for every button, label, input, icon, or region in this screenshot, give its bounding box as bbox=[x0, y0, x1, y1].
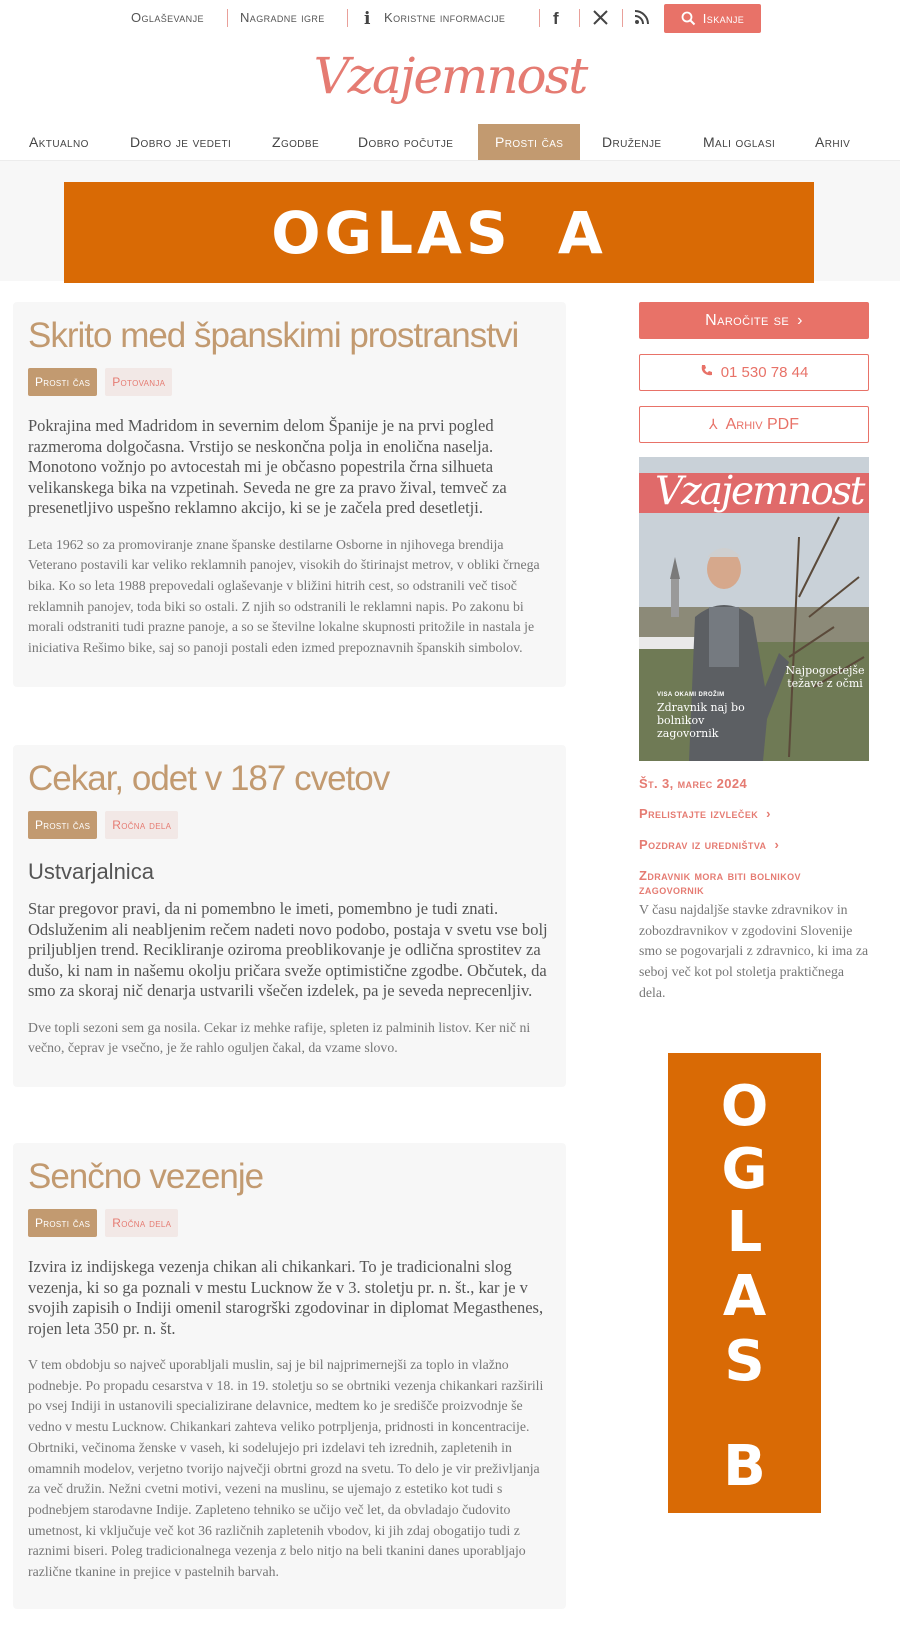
article-title[interactable]: Skrito med španskimi prostranstvi bbox=[28, 316, 519, 355]
site-logo[interactable]: Vzajemnost bbox=[313, 47, 587, 105]
article-subhead: Ustvarjalnica bbox=[28, 859, 154, 884]
chevron-right-icon: › bbox=[797, 311, 803, 329]
cover-kicker: VISA OKAMI DROŽIM bbox=[657, 692, 725, 698]
ad-b-letter: A bbox=[722, 1264, 767, 1329]
tag-potovanja[interactable]: Potovanja bbox=[105, 368, 172, 396]
article-body: Leta 1962 so za promoviranje znane španske destilarne Osborne in njihovega brendija Veterano postavili kar veliko reklamnih panojev, visokih do štirinajst metrov, v obliki črnega bika. Ko so leta 1988 prepovedali oglaševanje v bližini hitrih cest, so odstranili več tisoč reklamnih panojev, toda biki so ostali. Z njih so odstranili le reklamni napis. Po zakonu bi morali odstraniti tudi prazne panoje, a so se številne lokalne skupnosti pritožile in nastala je iniciativa Rešimo bike, saj so panoji postali eden izmed prepoznavnih španskih simbolov. bbox=[28, 536, 540, 656]
preview-link[interactable] bbox=[639, 806, 771, 821]
article-title[interactable]: Senčno vezenje bbox=[28, 1157, 264, 1196]
archive-pdf-label: Arhiv PDF bbox=[725, 415, 799, 433]
article-lead: Star pregovor pravi, da ni pomembno le imeti, pomembno je tudi znati. Odsluženim ali neabljenim rečem nadeti novo podobo, postaja v svetu vse bolj priljubljen trend. Recikliranje oziroma preoblikovanje je odlična sprostitev za dušo, ki nam in našemu okolju pričara sveže optimistične zgodbe. Občutek, da smo za skoraj nič denarja ustvarili všečen izdelek, pa je seveda neprecenljiv. bbox=[28, 899, 548, 1000]
separator bbox=[622, 9, 623, 27]
ad-a-label: OGLAS A bbox=[271, 198, 607, 267]
info-icon: i bbox=[364, 9, 371, 29]
ad-b-letter: L bbox=[726, 1200, 763, 1265]
advertising-link[interactable]: Oglaševanje bbox=[131, 10, 204, 25]
contests-link[interactable]: Nagradne igre bbox=[240, 10, 325, 25]
rss-icon[interactable] bbox=[634, 9, 650, 30]
article-card bbox=[13, 1143, 566, 1609]
ad-b-letter: G bbox=[721, 1137, 768, 1202]
separator bbox=[539, 9, 540, 27]
cover-headline-left: Zdravnik naj bo bolnikov zagovornik bbox=[657, 701, 745, 740]
nav-item-dobro-pocutje[interactable]: Dobro počutje bbox=[358, 134, 454, 150]
ad-banner-b[interactable] bbox=[668, 1053, 821, 1513]
pdf-icon: ⅄ bbox=[709, 416, 718, 432]
nav-item-prosti-cas[interactable]: Prosti čas bbox=[478, 124, 580, 160]
article-body: Dve topli sezoni sem ga nosila. Cekar iz mehke rafije, spleten iz palminih listov. Ker nič ni večno, čeprav je vsečno, je že rahlo oguljen čakal, da vzame slovo. bbox=[28, 1019, 531, 1056]
main-nav bbox=[0, 124, 900, 161]
ad-b-letter: B bbox=[723, 1434, 766, 1499]
feature-text: V času najdaljše stavke zdravnikov in zobozdravnikov v zgodovini Slovenije smo se pogovarjali z zdravnico, ki ima za seboj več kot pol stoletja praktičnega dela. bbox=[639, 902, 869, 1000]
utility-bar bbox=[0, 0, 900, 37]
nav-item-zgodbe[interactable]: Zgodbe bbox=[272, 134, 320, 150]
tag-prosti-cas[interactable]: Prosti čas bbox=[28, 368, 97, 396]
article-lead: Izvira iz indijskega vezenja chikan ali chikankari. To je tradicionalni slog vezenja, ki so ga poznali v mestu Lucknow že v 3. stoletju pr. n. št., kar je v svojih zapisih o Indiji omenil starogrški zgodovinar in diplomat Megasthenes, rojen leta 350 pr. n. št. bbox=[28, 1257, 544, 1338]
phone-button[interactable] bbox=[639, 354, 869, 391]
article-tags bbox=[28, 1209, 551, 1237]
preview-link-label: Prelistajte izvleček bbox=[639, 806, 759, 821]
editorial-link[interactable] bbox=[639, 837, 779, 852]
subscribe-label: Naročite se bbox=[705, 311, 790, 329]
ad-b-letter: S bbox=[724, 1329, 765, 1394]
tag-prosti-cas[interactable]: Prosti čas bbox=[28, 1209, 97, 1237]
tag-rocna-dela[interactable]: Ročna dela bbox=[105, 1209, 178, 1237]
separator bbox=[227, 9, 228, 27]
ad-banner-a[interactable] bbox=[64, 182, 814, 283]
ad-b-letter: O bbox=[720, 1074, 769, 1139]
tag-prosti-cas[interactable]: Prosti čas bbox=[28, 811, 97, 839]
useful-info-link[interactable]: Koristne informacije bbox=[384, 10, 506, 25]
article-body: V tem obdobju so največ uporabljali muslin, saj je bil najprimernejši za toplo in vlažno podnebje. Po propadu cesarstva v 18. in 19. stoletju so se obrtniki vezenja chikankari razširili po vsej Indiji in ustanovili specializirane delavnice, medtem ko je središče proizvodnje še vedno v mestu Lucknow. Chikankari zahteva veliko potrpljenja, pridnosti in koncentracije. Obrtniki, večinoma ženske v vaseh, ki sodelujejo pri izdelavi teh izrednih, zapletenih in omamnih modelov, verjetno tvorijo največji obrtni grozd na svetu. To delo je vir preživljanja za več družin. Nežni cvetni motivi, vezeni na muslinu, se ujemajo z estetiko kot tudi s podnebjem starodavne Indije. Zapleteno tehniko se učijo več let, da obvladajo čudovito umetnost, ki vključuje več kot 36 različnih zapletenih vbodov, ki jih zdaj obogatijo tudi z raznimi biseri. Poleg tradicionalnega vezenja z belo nitjo na beli tkanini danes uporabljajo različne tkanine in prejice v pastelnih barvah. bbox=[28, 1357, 544, 1580]
search-icon bbox=[681, 11, 696, 26]
facebook-icon[interactable]: f bbox=[553, 9, 559, 28]
tag-rocna-dela[interactable]: Ročna dela bbox=[105, 811, 178, 839]
phone-number: 01 530 78 44 bbox=[720, 364, 809, 381]
article-card bbox=[13, 745, 566, 1087]
nav-item-druzenje[interactable]: Druženje bbox=[602, 134, 662, 150]
search-button[interactable] bbox=[664, 4, 761, 33]
nav-item-aktualno[interactable]: Aktualno bbox=[29, 134, 89, 150]
nav-item-dobro-je-vedeti[interactable]: Dobro je vedeti bbox=[130, 134, 232, 150]
nav-item-arhiv[interactable]: Arhiv bbox=[815, 134, 851, 150]
feature-title[interactable]: Zdravnik mora biti bolnikov zagovornik bbox=[639, 868, 801, 897]
search-label: Iskanje bbox=[702, 11, 745, 26]
chevron-right-icon: › bbox=[774, 837, 780, 852]
subscribe-button[interactable] bbox=[639, 302, 869, 339]
article-tags bbox=[28, 811, 551, 839]
nav-item-mali-oglasi[interactable]: Mali oglasi bbox=[703, 134, 776, 150]
article-card bbox=[13, 302, 566, 687]
article-lead: Pokrajina med Madridom in severnim delom Španije je na prvi pogled razmeroma dolgočasna. Vrstijo se neskončna polja in enolična naselja. Monotono vožnjo po avtocestah mi je občasno popestrila črna silhueta velikanskega bika na vzpetinah. Seveda ne gre za pravo žival, temveč za presenetljivo uspešno reklamno akcijo, ki se je začela pred desetletji. bbox=[28, 416, 507, 517]
archive-pdf-button[interactable] bbox=[639, 406, 869, 443]
separator bbox=[347, 9, 348, 27]
phone-icon bbox=[700, 364, 713, 381]
chevron-right-icon: › bbox=[766, 806, 771, 821]
issue-label: Št. 3, marec 2024 bbox=[639, 776, 748, 791]
cover-masthead-text: Vzajemnost bbox=[655, 469, 864, 514]
cover-headline-right: Najpogostejše težave z očmi bbox=[785, 664, 865, 690]
article-title[interactable]: Cekar, odet v 187 cvetov bbox=[28, 759, 390, 798]
editorial-link-label: Pozdrav iz uredništva bbox=[639, 837, 767, 852]
x-twitter-icon[interactable] bbox=[592, 9, 609, 31]
separator bbox=[579, 9, 580, 27]
article-tags bbox=[28, 368, 551, 396]
magazine-cover[interactable] bbox=[639, 457, 869, 761]
